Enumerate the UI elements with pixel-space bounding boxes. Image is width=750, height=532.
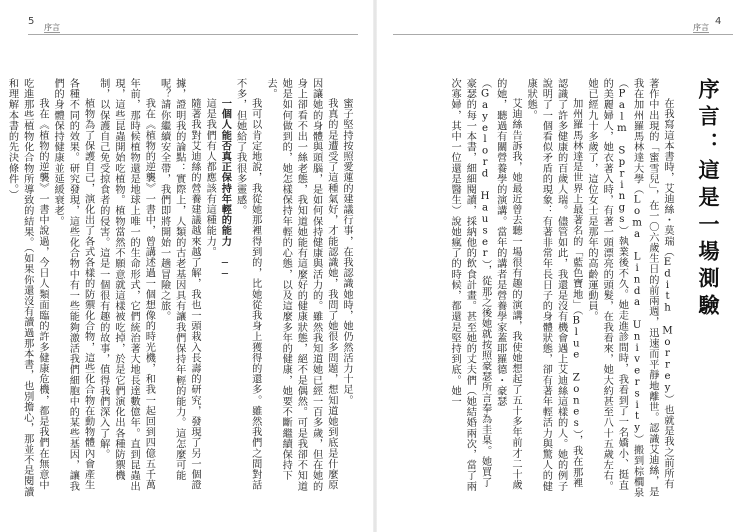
paragraph: 我真的是遭受了這種氣好，才能認識她，我問了她很多問題，想知道她到底是什麼原因讓她的身體與頭腦，是如何保持健康與活力的。雖然我知道她已經一百多歲，但在她的身上卻看不出一絲老態，我知道她能有這麼好的健康狀態，絕不是偶然。可是我卻不知道她是如何做到的，她怎樣保持年輕的心態，以及這麼多年的健康，她要不斷繼續保持下去。 [264, 78, 337, 492]
paragraph: 艾迪絲告訴我，她最近曾去聽一場很有趣的演講，我使她想起了五十多年前才二十歲的她，聽過有關營養學的演講。當年的講者是營養學家蓋耶羅德・豪瑟（Gayelord Hauser），從那之後她就按照豪瑟所言奉為圭臬。她買了豪瑟的每一本書，細細閱讀，採納他的飲食計畫。甚至她的丈夫們（她結婚兩次，當了兩次寡婦，其中一位還是醫生）說她瘋了的時候，都還是堅持到底。她一 [449, 78, 521, 492]
right-page [375, 0, 750, 532]
paragraph: 蜜子堅持按照愛蓮的建議行事，在我認識她時，她仍然活力十足。 [341, 98, 352, 406]
paragraph: 加州羅馬林達是世界上最著名的「藍色寶地」（Blue Zones），我在那裡認識了許多健康的百歲人瑞。儘管如此，我還是沒有機會遇上艾迪絲這樣的人。她的例子說明了一個看似矛盾的現象：有著非常年長日子的身體狀態，卻有著年輕活力與驚人的健康狀態。 [525, 78, 582, 492]
running-head: 序言 [44, 23, 60, 32]
bold-paragraph: 一個人能否真正保持年輕的能力 ── [219, 98, 231, 281]
paragraph: 隨著我對艾迪絲的營養建議越來越了解，我也一頭栽入長壽的研究，發現了另一個證據，證明我的論點：實際上，人類的古老基因具有讓我們保持年輕的能力。這怎麼可能呢？請你繼續安全帶，我們即將開始一趟冒險之旅。 [158, 78, 200, 491]
chapter-label: 序言： [696, 78, 720, 159]
paragraph: 我可以肯定地說，我從她那裡得到的，比她從我身上獲得的還多。雖然我們之間對話不多，但她給了我很多靈感。 [234, 78, 261, 491]
paragraph: 植物為了保護自己，演化出了各式各樣的防禦化合物，這些化合物在動物體內會產生各種不同的效果。研究發現，這些化合物中有一些能夠激活我們細胞中的某些基因，讓我們的身體保持健康並延緩衰老。 [52, 78, 94, 492]
chapter-title-text: 這是一場測驗 [696, 159, 720, 321]
chapter-title [693, 78, 723, 378]
paragraph: 我在《植物的逆襲》一書中，曾講述過一個想像的時光機，和我一起回到四億五千萬年前，那時候植物還是地球上唯一的生命形式，它們統治著大地長達數億年。直到昆蟲出現，這些昆蟲開始吃植物。植物當然不願意就這樣被吃掉，於是它們演化出各種防禦機制，以保護自己免受掠食者的侵害。這是一個很有趣的故事，值得我們深入了解。 [97, 78, 155, 492]
page-number: 4 [715, 16, 722, 27]
left-header [28, 16, 34, 27]
paragraph: 在我寫這本書時，艾迪絲・莫瑞（Edith Morrey）也就是我之前所有著作中出現的「蜜雪兒」，在一〇六歲生日的前兩週，迅速而平靜地離世。認識艾迪絲，是我在加州羅馬林達大學（Loma Linda University）搬到棕櫚泉（Palm Springs）執業後不久。她走進診間時，我看到了一名嬌小、挺直的美麗婦人，她衣著入時，有著一頭漂亮的頭髮，在我看來，她大約甚至八十五歲左右。她已經九十多歲了，這位女士是那年的高齡運動員。 [585, 78, 673, 498]
page-number: 5 [28, 16, 35, 27]
paragraph: 我在《植物的逆襲》一書中說過，今日人類面臨的許多健康危機，都是我們在無意中吃進那些植物化合物所導致的結果。（如果你還沒有讀過那本書，也別擔心，那並不是閱讀和理解本書的先決條件。） [6, 78, 48, 497]
right-running-head-wrap [693, 22, 709, 33]
right-body-text [405, 78, 675, 498]
header-rule [28, 34, 358, 35]
left-running-head-wrap [44, 22, 60, 33]
header-rule [393, 34, 733, 35]
paragraph: 這是我們有人都應該有這種能力。 [204, 98, 216, 258]
left-body-text [6, 78, 354, 498]
running-head: 序言 [693, 23, 709, 32]
right-header [715, 16, 721, 27]
